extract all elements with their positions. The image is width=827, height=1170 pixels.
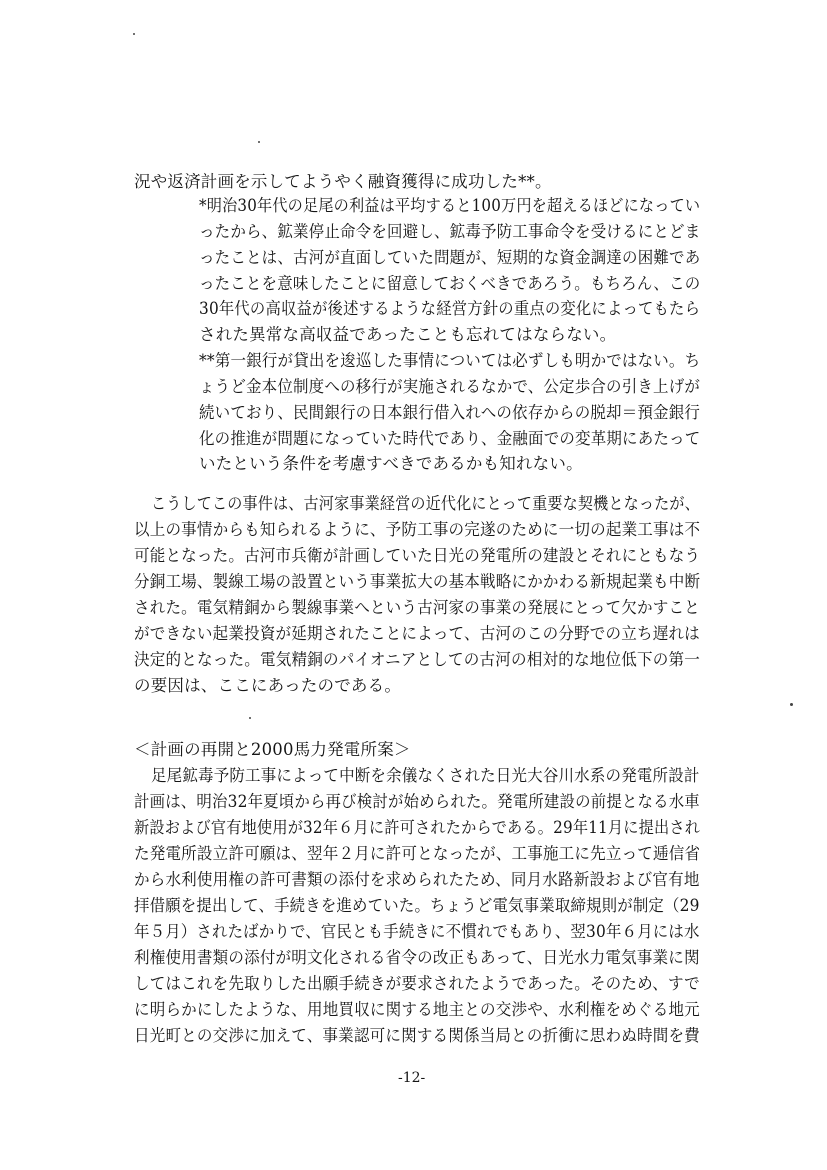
paragraph-line: 決定的となった。電気精銅のパイオニアとしての古河の相対的な地位低下の第一 xyxy=(134,650,701,669)
paragraph-line: 可能となった。古河市兵衛が計画していた日光の発電所の建設とそれにともなう xyxy=(134,546,701,565)
footnote-line: 続いており、民間銀行の日本銀行借入れへの依存からの脱却＝預金銀行 xyxy=(199,403,701,422)
footnote-line: いたという条件を考慮すべきであるかも知れない。 xyxy=(199,454,583,473)
paragraph-line: 況や返済計画を示してようやく融資獲得に成功した**。 xyxy=(134,172,552,191)
paragraph-line: 以上の事情からも知られるように、予防工事の完遂のために一切の起業工事は不 xyxy=(134,520,701,539)
paragraph-line: 足尾鉱毒予防工事によって中断を余儀なくされた日光大谷川水系の発電所設計 xyxy=(151,766,700,785)
footnote-line: 化の推進が問題になっていた時代であり、金融面での変革期にあたって xyxy=(199,429,701,448)
paragraph-line: 新設および官有地使用が32年６月に許可されたからである。29年11月に提出され xyxy=(134,818,701,837)
paragraph-line: た発電所設立許可願は、翌年２月に許可となったが、工事施工に先立って逓信省 xyxy=(134,844,701,863)
paragraph-line: 拝借願を提出して、手続きを進めていた。ちょうど電気事業取締規則が制定（29 xyxy=(134,896,700,915)
paragraph-line: に明らかにしたような、用地買収に関する地主との交渉や、水利権をめぐる地元 xyxy=(134,1000,700,1019)
paragraph-line: ができない起業投資が延期されたことによって、古河のこの分野での立ち遅れは xyxy=(134,624,700,643)
scan-speck xyxy=(790,703,793,706)
footnote-line: ょうど金本位制度への移行が実施されるなかで、公定歩合の引き上げが xyxy=(199,377,701,396)
paragraph-line: こうしてこの事件は、古河家事業経営の近代化にとって重要な契機となったが、 xyxy=(151,494,700,513)
footnote-line: ったことは、古河が直面していた問題が、短期的な資金調達の困難であ xyxy=(199,248,701,267)
paragraph-line: 計画は、明治32年夏頃から再び検討が始められた。発電所建設の前提となる水車 xyxy=(134,792,700,811)
scan-speck xyxy=(258,141,260,143)
paragraph-line: された。電気精銅から製線事業へという古河家の事業の発展にとって欠かすこと xyxy=(134,598,700,617)
paragraph-line: 分銅工場、製線工場の設置という事業拡大の基本戦略にかかわる新規起業も中断 xyxy=(134,572,701,591)
scan-speck xyxy=(133,33,135,35)
footnote-line: ったから、鉱業停止命令を回避し、鉱毒予防工事命令を受けるにとどま xyxy=(199,222,701,241)
footnote-line: *明治30年代の足尾の利益は平均すると100万円を超えるほどになってい xyxy=(199,196,701,215)
page-number: -12- xyxy=(398,1070,426,1086)
scan-speck xyxy=(249,717,251,719)
paragraph-line: 利権使用書類の添付が明文化される省令の改正もあって、日光水力電気事業に関 xyxy=(134,948,700,967)
paragraph-line: 年５月）されたばかりで、官民とも手続きに不慣れでもあり、翌30年６月には水 xyxy=(134,922,700,941)
footnote-line: された異常な高収益であったことも忘れてはならない。 xyxy=(199,325,617,344)
paragraph-line: 日光町との交渉に加えて、事業認可に関する関係当局との折衝に思わぬ時間を費 xyxy=(134,1026,700,1045)
paragraph-line: してはこれを先取りした出願手続きが要求されたようであった。そのため、すで xyxy=(134,974,700,993)
paragraph-line: の要因は、ここにあったのである。 xyxy=(134,676,402,695)
footnote-line: ったことを意味したことに留意しておくべきであろう。もちろん、この xyxy=(199,274,701,293)
section-heading: ＜計画の再開と2000馬力発電所案＞ xyxy=(134,740,411,759)
paragraph-line: から水利使用権の許可書類の添付を求められたため、同月水路新設および官有地 xyxy=(134,870,700,889)
footnote-line: **第一銀行が貸出を逡巡した事情については必ずしも明かではない。ち xyxy=(199,351,701,370)
footnote-line: 30年代の高収益が後述するような経営方針の重点の変化によってもたら xyxy=(199,299,701,318)
